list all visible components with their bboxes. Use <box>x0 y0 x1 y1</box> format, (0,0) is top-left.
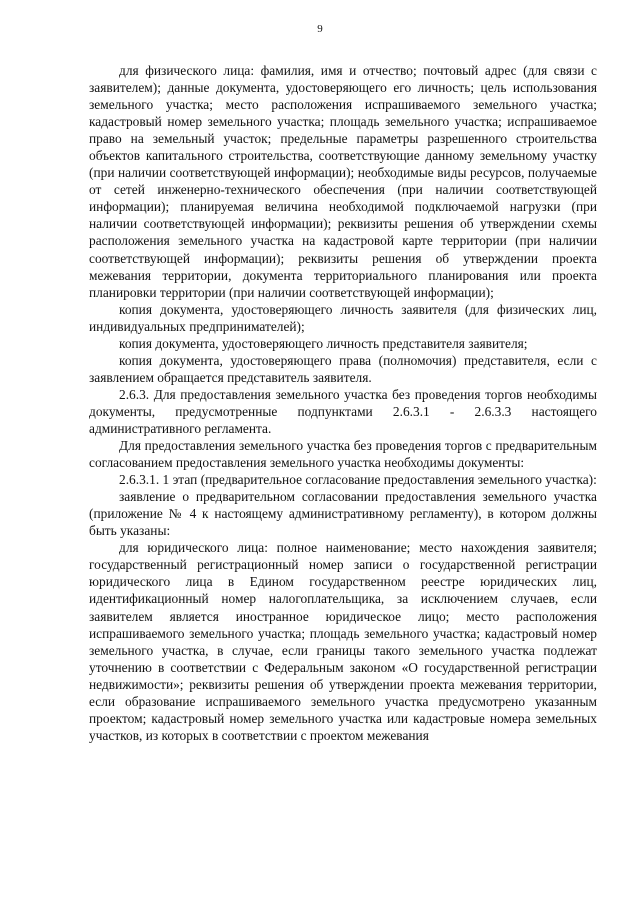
paragraph-physical-person-details: для физического лица: фамилия, имя и отчество; почтовый адрес (для связи с заявителем); данные документа, удостоверяющего его личность; цель использования земельного участка; место расположения испрашиваемого земельного участка; кадастровый номер земельного участка; площадь земельного участка; испрашиваемое право на земельный участок; предельные параметры разрешенного строительства объектов капитального строительства, соответствующие данному земельному участку (при наличии соответствующей информации); необходимые виды ресурсов, получаемые от сетей инженерно-технического обеспечения (при наличии соответствующей информации); планируемая величина необходимой подключаемой нагрузки (при наличии соответствующей информации); реквизиты решения об утверждении схемы расположения земельного участка на кадастровой карте территории (при наличии соответствующей информации); реквизиты решения об утверждении проекта межевания территории, документа территориального планирования или проекта планировки территории (при наличии соответствующей информации); <box>89 63 597 300</box>
paragraph-representative-authority-copy: копия документа, удостоверяющего права (полномочия) представителя, если с заявлением обращается представитель заявителя. <box>89 352 597 385</box>
document-body <box>89 62 597 744</box>
paragraph-section-2-6-3: 2.6.3. Для предоставления земельного участка без проведения торгов необходимы документы, предусмотренные подпунктами 2.6.3.1 - 2.6.3.3 настоящего административного регламента. <box>89 386 597 436</box>
paragraph-preliminary-approval-documents: Для предоставления земельного участка без проведения торгов с предварительным согласованием предоставления земельного участка необходимы документы: <box>89 438 597 471</box>
paragraph-application-statement: заявление о предварительном согласовании предоставления земельного участка (приложение № 4 к настоящему административному регламенту), в котором должны быть указаны: <box>89 489 597 539</box>
paragraph-representative-id-copy: копия документа, удостоверяющего личность представителя заявителя; <box>119 335 528 351</box>
page-number: 9 <box>317 23 323 35</box>
paragraph-legal-entity-details: для юридического лица: полное наименование; место нахождения заявителя; государственный регистрационный номер записи о государственной регистрации юридического лица в Едином государственном реестре юридических лиц, идентификационный номер налогоплательщика, за исключением случаев, если заявителем является иностранное юридическое лицо; место расположения испрашиваемого земельного участка; площадь земельного участка; кадастровый номер земельного участка, в случае, если границы такого земельного участка подлежат уточнению в соответствии с Федеральным законом «О государственной регистрации недвижимости»; реквизиты решения об утверждении проекта межевания территории, если образование испрашиваемого земельного участка предусмотрено указанным проектом; кадастровый номер земельного участка или кадастровые номера земельных участков, из которых в соответствии с проектом межевания <box>89 540 597 743</box>
paragraph-section-2-6-3-1: 2.6.3.1. 1 этап (предварительное согласование предоставления земельного участка): <box>119 472 597 488</box>
paragraph-applicant-id-copy: копия документа, удостоверяющего личность заявителя (для физических лиц, индивидуальных предпринимателей); <box>89 301 597 334</box>
